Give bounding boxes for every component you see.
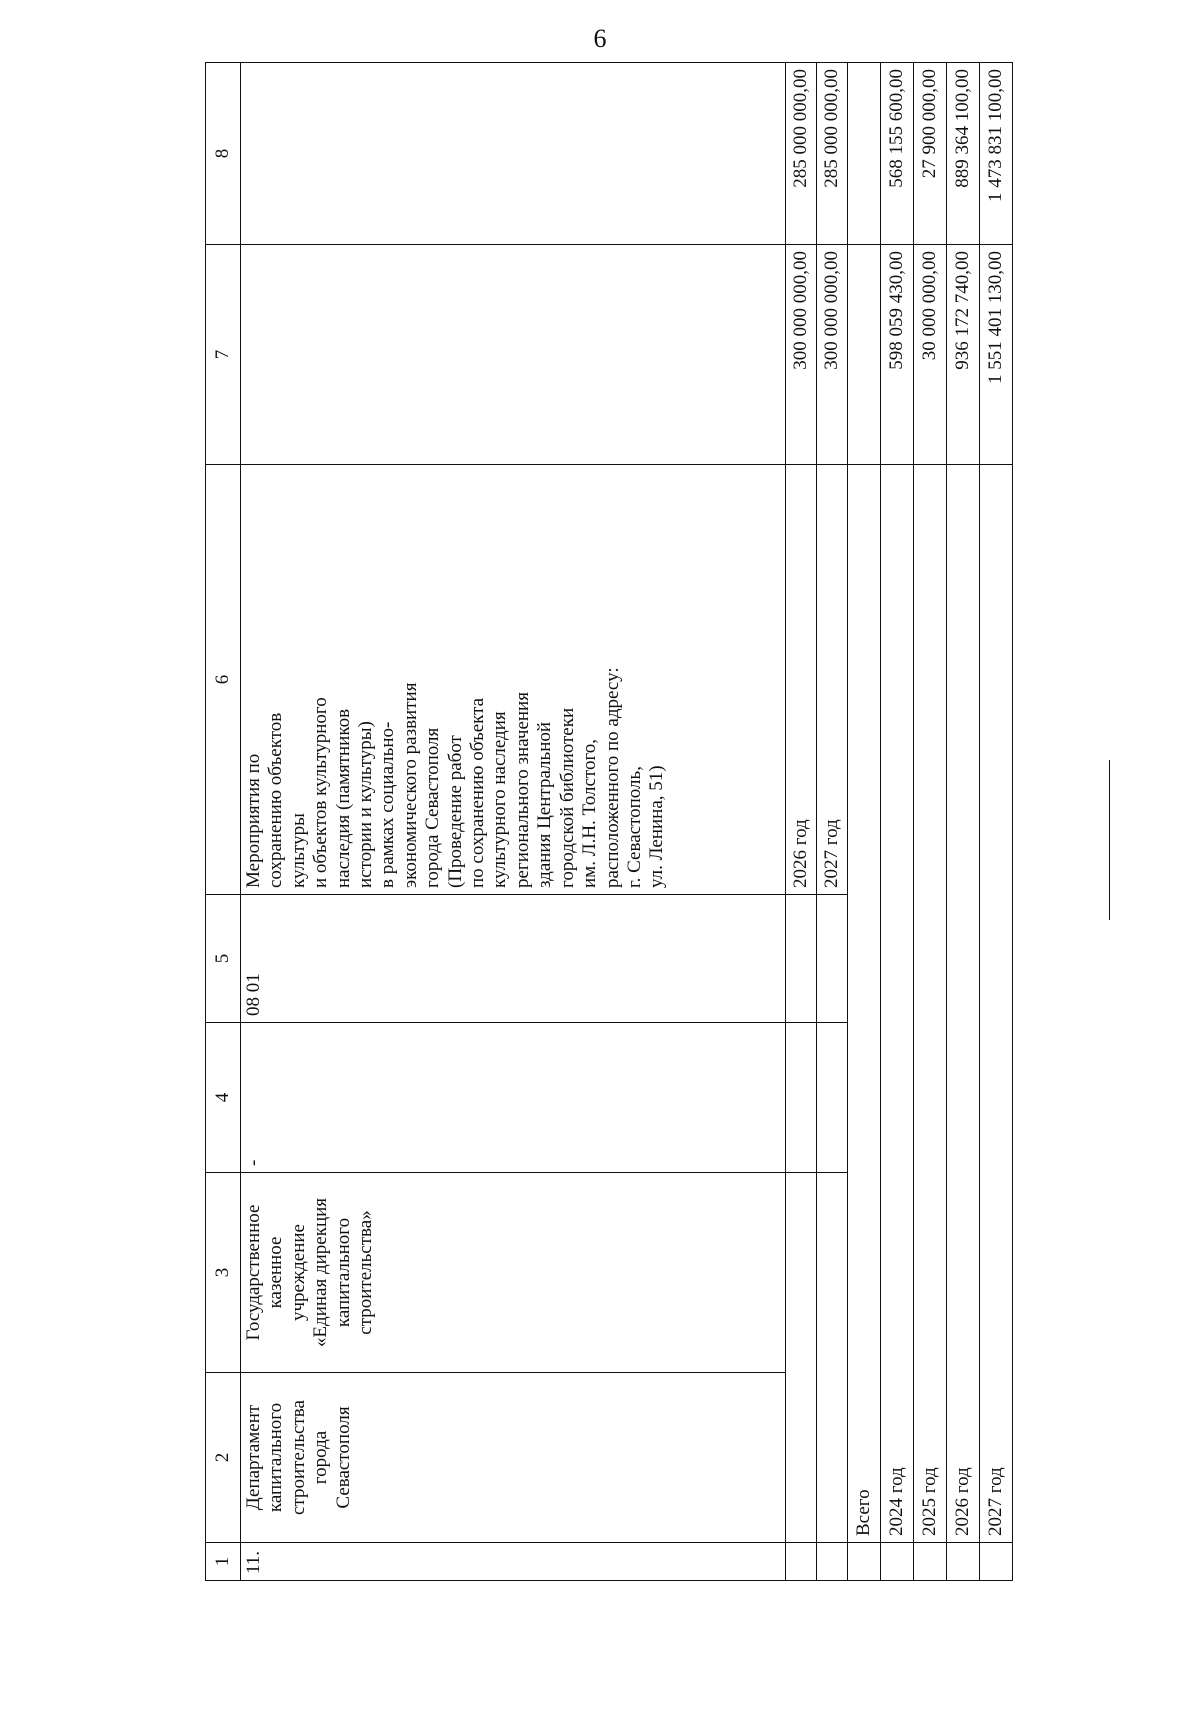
year-cell: 2026 год: [786, 465, 817, 895]
row-number: 11.: [241, 1543, 786, 1581]
empty-cell: [786, 895, 817, 1023]
empty-cell: [817, 895, 848, 1023]
department-cell: Департамент капитального строительства города Севастополя: [241, 1373, 786, 1543]
col8-cell: [241, 63, 786, 245]
empty-cell: [848, 245, 881, 465]
total-row: [848, 63, 881, 1581]
total-row: [914, 63, 947, 1581]
empty-cell: [848, 63, 881, 245]
empty-cell: [786, 1023, 817, 1173]
col8-value: 285 000 000,00: [786, 63, 817, 245]
total-year: 2026 год: [947, 465, 980, 1543]
total-year: 2024 год: [881, 465, 914, 1543]
header-cell: 8: [206, 63, 241, 245]
rotated-table-container: [205, 63, 1045, 1581]
empty-cell: [980, 1543, 1013, 1581]
table-row: [817, 63, 848, 1581]
total-row: [947, 63, 980, 1581]
end-of-document-line: [1109, 760, 1110, 920]
code-cell: 08 01: [241, 895, 786, 1023]
total-col8: 1 473 831 100,00: [980, 63, 1013, 245]
header-cell: 7: [206, 245, 241, 465]
total-label: Всего: [848, 465, 881, 1543]
col7-value: 300 000 000,00: [786, 245, 817, 465]
total-col7: 30 000 000,00: [914, 245, 947, 465]
total-col8: 889 364 100,00: [947, 63, 980, 245]
empty-cell: [881, 1543, 914, 1581]
header-cell: 4: [206, 1023, 241, 1173]
page-number: 6: [593, 24, 607, 53]
empty-cell: [947, 1543, 980, 1581]
empty-cell: [786, 1543, 817, 1581]
col4-cell: -: [241, 1023, 786, 1173]
empty-cell: [848, 1543, 881, 1581]
header-cell: 6: [206, 465, 241, 895]
executor-cell: Государственное казенное учреждение «Единая дирекция капитального строительства»: [241, 1173, 786, 1373]
col7-value: 300 000 000,00: [817, 245, 848, 465]
empty-cell: [817, 1023, 848, 1173]
table-row: [786, 63, 817, 1581]
empty-cell: [786, 1173, 817, 1543]
header-cell: 3: [206, 1173, 241, 1373]
total-year: 2027 год: [980, 465, 1013, 1543]
total-row: [980, 63, 1013, 1581]
col7-cell: [241, 245, 786, 465]
header-cell: 1: [206, 1543, 241, 1581]
col8-value: 285 000 000,00: [817, 63, 848, 245]
budget-table: [205, 62, 1013, 1581]
empty-cell: [817, 1173, 848, 1543]
description-cell: Мероприятия по сохранению объектов культуры и объектов культурного наследия (памятников истории и культуры) в рамках социально- экономического развития города Севастополя (Проведение работ по сохранению объекта культурного наследия регионального значения здания Центральной городской библиотеки им. Л.Н. Толстого, расположенного по адресу: г. Севастополь, ул. Ленина, 51): [241, 465, 786, 895]
header-cell: 2: [206, 1373, 241, 1543]
total-col7: 598 059 430,00: [881, 245, 914, 465]
table-header-row: [206, 63, 241, 1581]
empty-cell: [817, 1543, 848, 1581]
total-col7: 936 172 740,00: [947, 245, 980, 465]
year-cell: 2027 год: [817, 465, 848, 895]
header-cell: 5: [206, 895, 241, 1023]
table-row: [241, 63, 786, 1581]
total-col7: 1 551 401 130,00: [980, 245, 1013, 465]
total-row: [881, 63, 914, 1581]
empty-cell: [914, 1543, 947, 1581]
total-col8: 568 155 600,00: [881, 63, 914, 245]
total-col8: 27 900 000,00: [914, 63, 947, 245]
total-year: 2025 год: [914, 465, 947, 1543]
